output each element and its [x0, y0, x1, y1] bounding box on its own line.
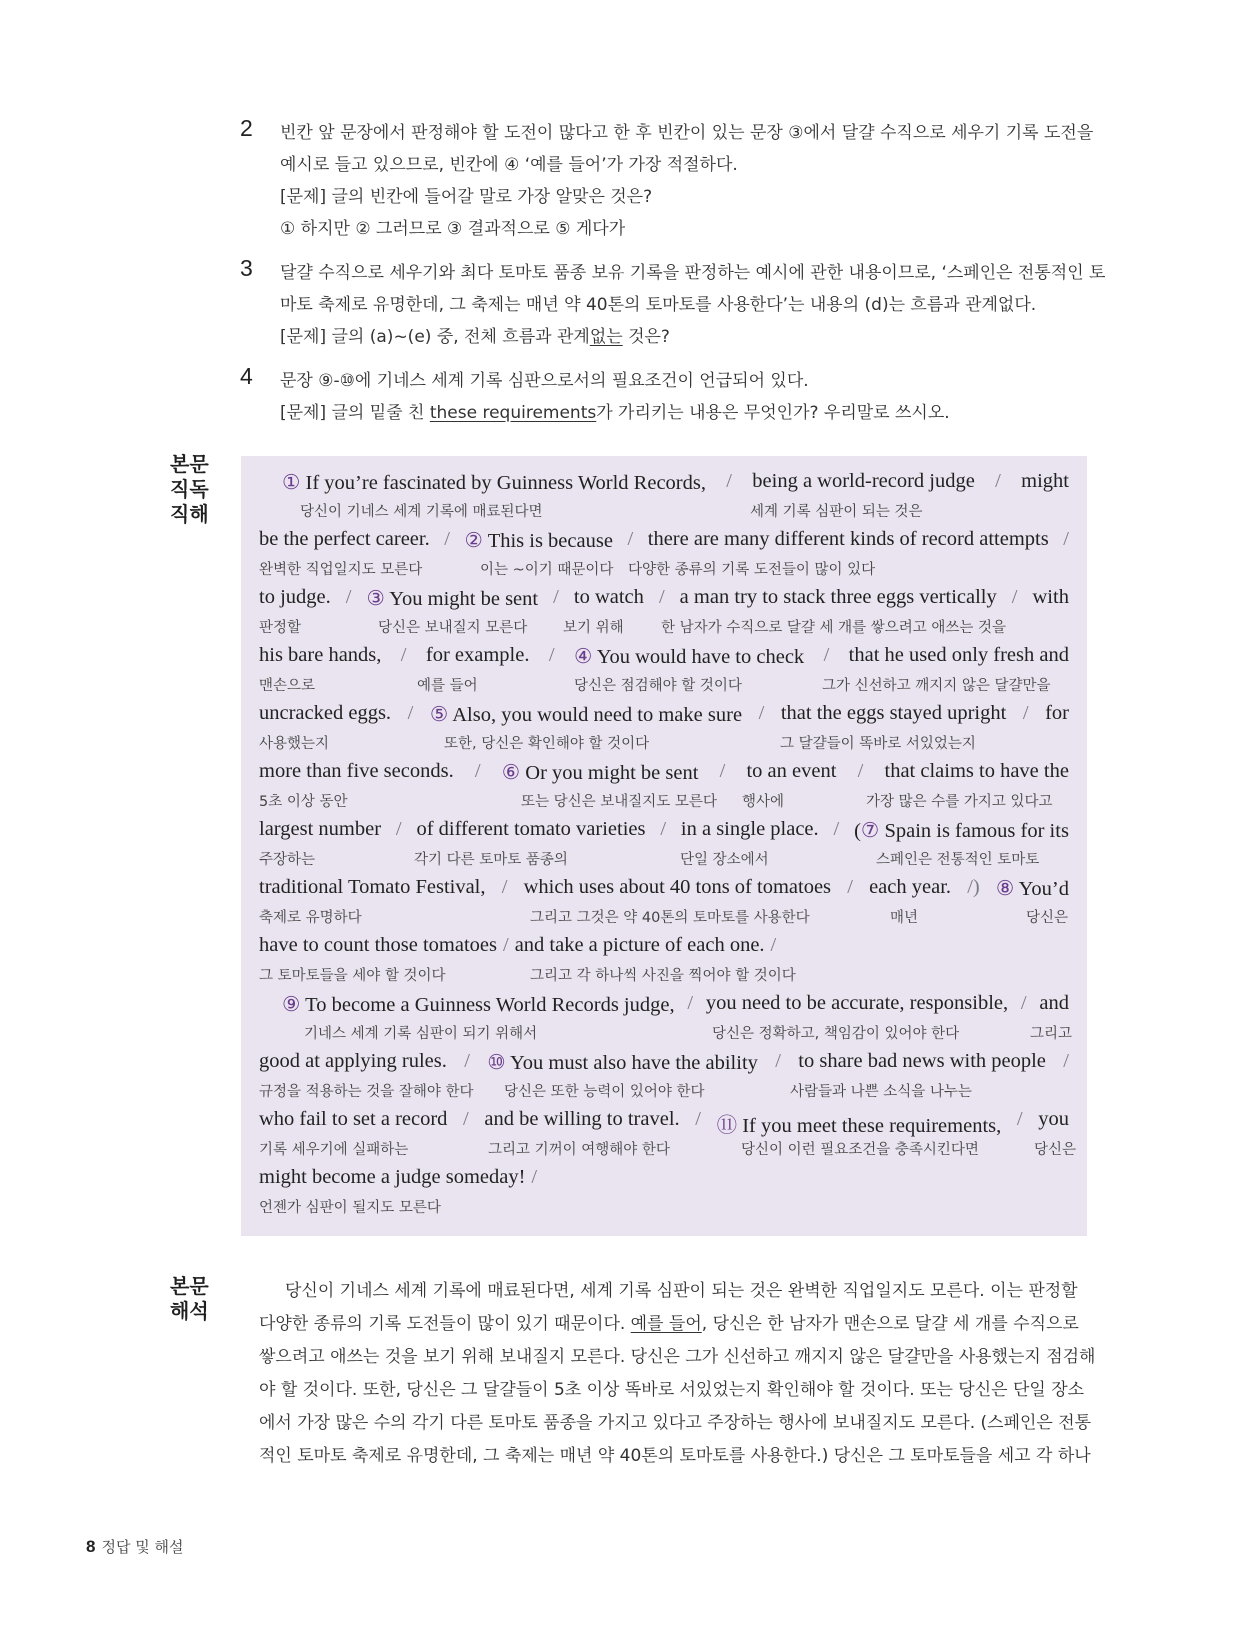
english-chunk: to an event: [746, 760, 837, 782]
sentence-number: ⑪: [716, 1115, 738, 1137]
english-chunk: ③ You might be sent: [366, 588, 539, 610]
english-chunk: to watch: [573, 586, 644, 608]
translation-text: 에서 가장 많은 수의 각기 다른 토마토 품종을 가지고 있다고 주장하는 행사에 보내질지도 모른다. (스페인은 전통: [259, 1413, 1092, 1433]
english-chunk: might: [1021, 470, 1069, 492]
korean-gloss: 다양한 종류의 기록 도전들이 많이 있다: [628, 562, 876, 578]
page-footer: [86, 1536, 183, 1557]
sentence-number: ⑩: [487, 1052, 506, 1074]
korean-gloss: 축제로 유명하다: [259, 910, 362, 926]
question-text: 빈칸 앞 문장에서 판정해야 할 도전이 많다고 한 후 빈칸이 있는 문장 ③에서 달걀 수직으로 세우기 기록 도전을: [280, 123, 1094, 143]
korean-gloss: 그리고 기꺼이 여행해야 한다: [488, 1142, 670, 1158]
chunk-slash: /: [658, 586, 665, 608]
chunk-slash: /: [407, 702, 414, 724]
english-chunk: to judge.: [259, 586, 331, 608]
english-line: [259, 760, 1069, 785]
chunk-slash: /: [444, 528, 450, 550]
reading-section-label: 본문 직독 직해: [170, 452, 209, 526]
english-line: [259, 528, 1069, 553]
english-chunk: (⑦ Spain is famous for its: [854, 820, 1069, 842]
sentence-number: ②: [464, 530, 483, 552]
korean-gloss: 또한, 당신은 확인해야 할 것이다: [444, 736, 650, 752]
chunk-slash: /: [695, 1108, 701, 1130]
english-chunk: that claims to have the: [884, 760, 1069, 782]
korean-gloss: 예를 들어: [417, 678, 478, 694]
english-chunk: have to count those tomatoes: [259, 934, 497, 956]
chunk-slash: /: [726, 470, 732, 492]
question-number: 3: [240, 255, 253, 281]
chunk-slash: /: [660, 818, 667, 840]
question-text: 예시로 들고 있으므로, 빈칸에 ④ ‘예를 들어’가 가장 적절하다.: [280, 155, 738, 175]
chunk-slash: /: [1063, 528, 1069, 550]
english-line: [259, 1050, 1069, 1075]
prompt-underlined: 없는: [589, 327, 623, 347]
english-chunk: to share bad news with people: [798, 1050, 1046, 1072]
korean-gloss: 그가 신선하고 깨지지 않은 달걀만을: [822, 678, 1051, 694]
english-chunk: ⑪ If you meet these requirements,: [716, 1115, 1002, 1137]
korean-gloss: 5초 이상 동안: [259, 794, 348, 810]
korean-gloss: 언젠가 심판이 될지도 모른다: [259, 1200, 441, 1216]
korean-gloss: 기록 세우기에 실패하는: [259, 1142, 409, 1158]
korean-gloss: 사용했는지: [259, 736, 330, 752]
chunk-slash: /: [501, 876, 508, 898]
english-chunk: in a single place.: [680, 818, 819, 840]
english-chunk: and take a picture of each one.: [514, 934, 765, 956]
korean-gloss: 당신은 보내질지 모른다: [378, 620, 528, 636]
question-prompt: [280, 322, 670, 347]
chunk-slash: /: [463, 1108, 469, 1130]
korean-gloss: 당신이 기네스 세계 기록에 매료된다면: [300, 504, 543, 520]
english-chunk: who fail to set a record: [259, 1108, 448, 1130]
footer-title: 정답 및 해설: [101, 1538, 184, 1556]
english-chunk: ④ You would have to check: [573, 646, 805, 668]
korean-gloss: 가장 많은 수를 가지고 있다고: [866, 794, 1053, 810]
english-chunk: of different tomato varieties: [416, 818, 646, 840]
korean-gloss: 이는 ~이기 때문이다: [480, 562, 614, 578]
english-chunk: ② This is because: [464, 530, 613, 552]
english-chunk: you need to be accurate, responsible,: [705, 992, 1009, 1014]
chunk-slash: /: [687, 992, 694, 1014]
korean-gloss: 당신은: [1026, 910, 1069, 926]
chunk-slash: /: [1063, 1050, 1069, 1072]
chunk-slash: /: [995, 470, 1001, 492]
prompt-suffix: 것은?: [622, 327, 670, 347]
english-chunk: his bare hands,: [259, 644, 382, 666]
english-line: [259, 934, 1069, 957]
english-chunk: largest number: [259, 818, 382, 840]
sentence-number: ⑧: [995, 878, 1015, 900]
page-number: 8: [86, 1537, 96, 1556]
korean-gloss: 그 달걀들이 똑바로 서있었는지: [780, 736, 976, 752]
english-chunk: with: [1032, 586, 1069, 608]
english-chunk: ⑤ Also, you would need to make sure: [429, 704, 743, 726]
korean-gloss: 단일 장소에서: [680, 852, 769, 868]
question-number: 2: [240, 115, 253, 141]
sentence-number: ⑥: [501, 762, 521, 784]
english-chunk: ① If you’re fascinated by Guinness World Records,: [282, 472, 706, 494]
korean-gloss: 당신은 또한 능력이 있어야 한다: [504, 1084, 705, 1100]
korean-gloss: 당신이 이런 필요조건을 충족시킨다면: [741, 1142, 979, 1158]
chunk-slash: /: [719, 760, 726, 782]
korean-gloss: 당신은 정확하고, 책임감이 있어야 한다: [712, 1026, 960, 1042]
english-chunk: and be willing to travel.: [484, 1108, 680, 1130]
korean-gloss: 보기 위해: [563, 620, 624, 636]
english-chunk: that the eggs stayed upright: [780, 702, 1007, 724]
chunk-slash: /: [823, 644, 830, 666]
korean-gloss: 스페인은 전통적인 토마토: [876, 852, 1040, 868]
english-chunk: ⑥ Or you might be sent: [501, 762, 699, 784]
english-line: [282, 470, 1069, 495]
korean-gloss: 그 토마토들을 세야 할 것이다: [259, 968, 446, 984]
english-chunk: a man try to stack three eggs vertically: [679, 586, 997, 608]
korean-gloss: 그리고 그것은 약 40톤의 토마토를 사용한다: [530, 910, 810, 926]
english-chunk: being a world-record judge: [752, 470, 975, 492]
chunk-slash: /: [1016, 1108, 1023, 1130]
chunk-slash: /: [502, 934, 509, 956]
question-number: 4: [240, 363, 253, 389]
korean-gloss: 당신은 점검해야 할 것이다: [574, 678, 742, 694]
english-chunk: which uses about 40 tons of tomatoes: [523, 876, 832, 898]
korean-gloss: 당신은: [1034, 1142, 1077, 1158]
english-chunk: might become a judge someday!: [259, 1166, 526, 1188]
korean-gloss: 또는 당신은 보내질지도 모른다: [521, 794, 717, 810]
chunk-slash: /): [967, 876, 980, 898]
chunk-slash: /: [833, 818, 840, 840]
korean-gloss: 세계 기록 심판이 되는 것은: [750, 504, 923, 520]
english-chunk: good at applying rules.: [259, 1050, 447, 1072]
korean-gloss: 기네스 세계 기록 심판이 되기 위해서: [304, 1026, 538, 1042]
korean-gloss: 사람들과 나쁜 소식을 나누는: [790, 1084, 972, 1100]
korean-gloss: 규정을 적용하는 것을 잘해야 한다: [259, 1084, 474, 1100]
chunk-slash: /: [857, 760, 864, 782]
english-chunk: each year.: [869, 876, 952, 898]
korean-gloss: 한 남자가 수직으로 달걀 세 개를 쌓으려고 애쓰는 것을: [661, 620, 1007, 636]
translation-line: [259, 1342, 1096, 1367]
translation-line: [259, 1441, 1091, 1466]
underlined-phrase: 예를 들어: [630, 1314, 702, 1334]
english-chunk: ⑨ To become a Guinness World Records judge,: [282, 994, 675, 1016]
translation-text: 당신이 기네스 세계 기록에 매료된다면, 세계 기록 심판이 되는 것은 완벽한 직업일지도 모른다. 이는 판정할: [285, 1281, 1078, 1301]
chunk-slash: /: [531, 1166, 538, 1188]
chunk-slash: /: [548, 644, 555, 666]
korean-gloss: 맨손으로: [259, 678, 316, 694]
prompt-suffix: 가 가리키는 내용은 무엇인가? 우리말로 쓰시오.: [596, 403, 950, 423]
sentence-number: ⑤: [429, 704, 449, 726]
translation-line: [259, 1408, 1092, 1433]
question-prompt: [280, 398, 950, 423]
chunk-slash: /: [758, 702, 765, 724]
question-prompt: [문제] 글의 빈칸에 들어갈 말로 가장 알맞은 것은?: [280, 187, 653, 207]
chunk-slash: /: [464, 1050, 470, 1072]
english-chunk: for example.: [425, 644, 530, 666]
translation-section-label: 본문 해석: [170, 1274, 209, 1323]
question-text: 마토 축제로 유명한데, 그 축제는 매년 약 40톤의 토마토를 사용한다’는 내용의 (d)는 흐름과 관계없다.: [280, 295, 1037, 315]
english-line: [259, 702, 1069, 727]
chunk-slash: /: [770, 934, 777, 956]
chunk-slash: /: [345, 586, 352, 608]
question-text: 달걀 수직으로 세우기와 최다 토마토 품종 보유 기록을 판정하는 예시에 관한 내용이므로, ‘스페인은 전통적인 토: [280, 263, 1106, 283]
translation-text: 다양한 종류의 기록 도전들이 많이 있기 때문이다. 예를 들어, 당신은 한 남자가 맨손으로 달걀 세 개를 수직으로: [259, 1314, 1079, 1334]
korean-gloss: 각기 다른 토마토 품종의: [414, 852, 568, 868]
english-line: [259, 1108, 1069, 1138]
chunk-slash: /: [474, 760, 481, 782]
translation-line: [259, 1375, 1085, 1400]
chunk-slash: /: [1022, 702, 1029, 724]
chunk-slash: /: [400, 644, 407, 666]
english-line: [259, 1166, 1069, 1189]
chunk-slash: /: [395, 818, 402, 840]
translation-line: [259, 1309, 1079, 1334]
question-text: 문장 ⑨-⑩에 기네스 세계 기록 심판으로서의 필요조건이 언급되어 있다.: [280, 371, 809, 391]
english-line: [282, 992, 1069, 1017]
english-chunk: traditional Tomato Festival,: [259, 876, 486, 898]
korean-gloss: 행사에: [742, 794, 785, 810]
sentence-number: ①: [282, 472, 301, 494]
question-choices: ① 하지만 ② 그러므로 ③ 결과적으로 ⑤ 게다가: [280, 219, 626, 239]
translation-text: 야 할 것이다. 또한, 당신은 그 달걀들이 5초 이상 똑바로 서있었는지 확인해야 할 것이다. 또는 당신은 단일 장소: [259, 1380, 1085, 1400]
english-chunk: be the perfect career.: [259, 528, 430, 550]
korean-gloss: 판정할: [259, 620, 302, 636]
english-chunk: ⑧ You’d: [995, 878, 1069, 900]
english-chunk: ⑩ You must also have the ability: [487, 1052, 758, 1074]
english-chunk: there are many different kinds of record attempts: [647, 528, 1049, 550]
english-line: [259, 876, 1069, 901]
english-chunk: more than five seconds.: [259, 760, 454, 782]
english-line: [259, 586, 1069, 611]
prompt-underlined: these requirements: [429, 403, 597, 423]
chunk-slash: /: [847, 876, 853, 898]
korean-gloss: 주장하는: [259, 852, 316, 868]
korean-gloss: 완벽한 직업일지도 모른다: [259, 562, 423, 578]
english-chunk: uncracked eggs.: [259, 702, 392, 724]
chunk-slash: /: [553, 586, 559, 608]
sentence-number: ⑦: [860, 820, 880, 842]
prompt-prefix: [문제] 글의 밑줄 친: [280, 403, 430, 423]
english-chunk: you: [1038, 1108, 1069, 1130]
translation-text: 적인 토마토 축제로 유명한데, 그 축제는 매년 약 40톤의 토마토를 사용한다.) 당신은 그 토마토들을 세고 각 하나: [259, 1446, 1091, 1466]
translation-text: 쌓으려고 애쓰는 것을 보기 위해 보내질지 모른다. 당신은 그가 신선하고 깨지지 않은 달걀만을 사용했는지 점검해: [259, 1347, 1096, 1367]
sentence-number: ⑨: [282, 994, 301, 1016]
chunk-slash: /: [1020, 992, 1027, 1014]
sentence-number: ③: [366, 588, 385, 610]
english-line: [259, 644, 1069, 669]
korean-gloss: 그리고: [1030, 1026, 1073, 1042]
chunk-slash: /: [775, 1050, 781, 1072]
english-chunk: that he used only fresh and: [848, 644, 1069, 666]
sentence-number: ④: [573, 646, 593, 668]
english-chunk: for: [1045, 702, 1069, 724]
translation-line: [285, 1276, 1078, 1301]
prompt-prefix: [문제] 글의 (a)~(e) 중, 전체 흐름과 관계: [280, 327, 590, 347]
korean-gloss: 그리고 각 하나씩 사진을 찍어야 할 것이다: [530, 968, 796, 984]
english-chunk: and: [1039, 992, 1069, 1014]
chunk-slash: /: [627, 528, 634, 550]
english-line: [259, 818, 1069, 843]
chunk-slash: /: [1011, 586, 1018, 608]
korean-gloss: 매년: [890, 910, 919, 926]
